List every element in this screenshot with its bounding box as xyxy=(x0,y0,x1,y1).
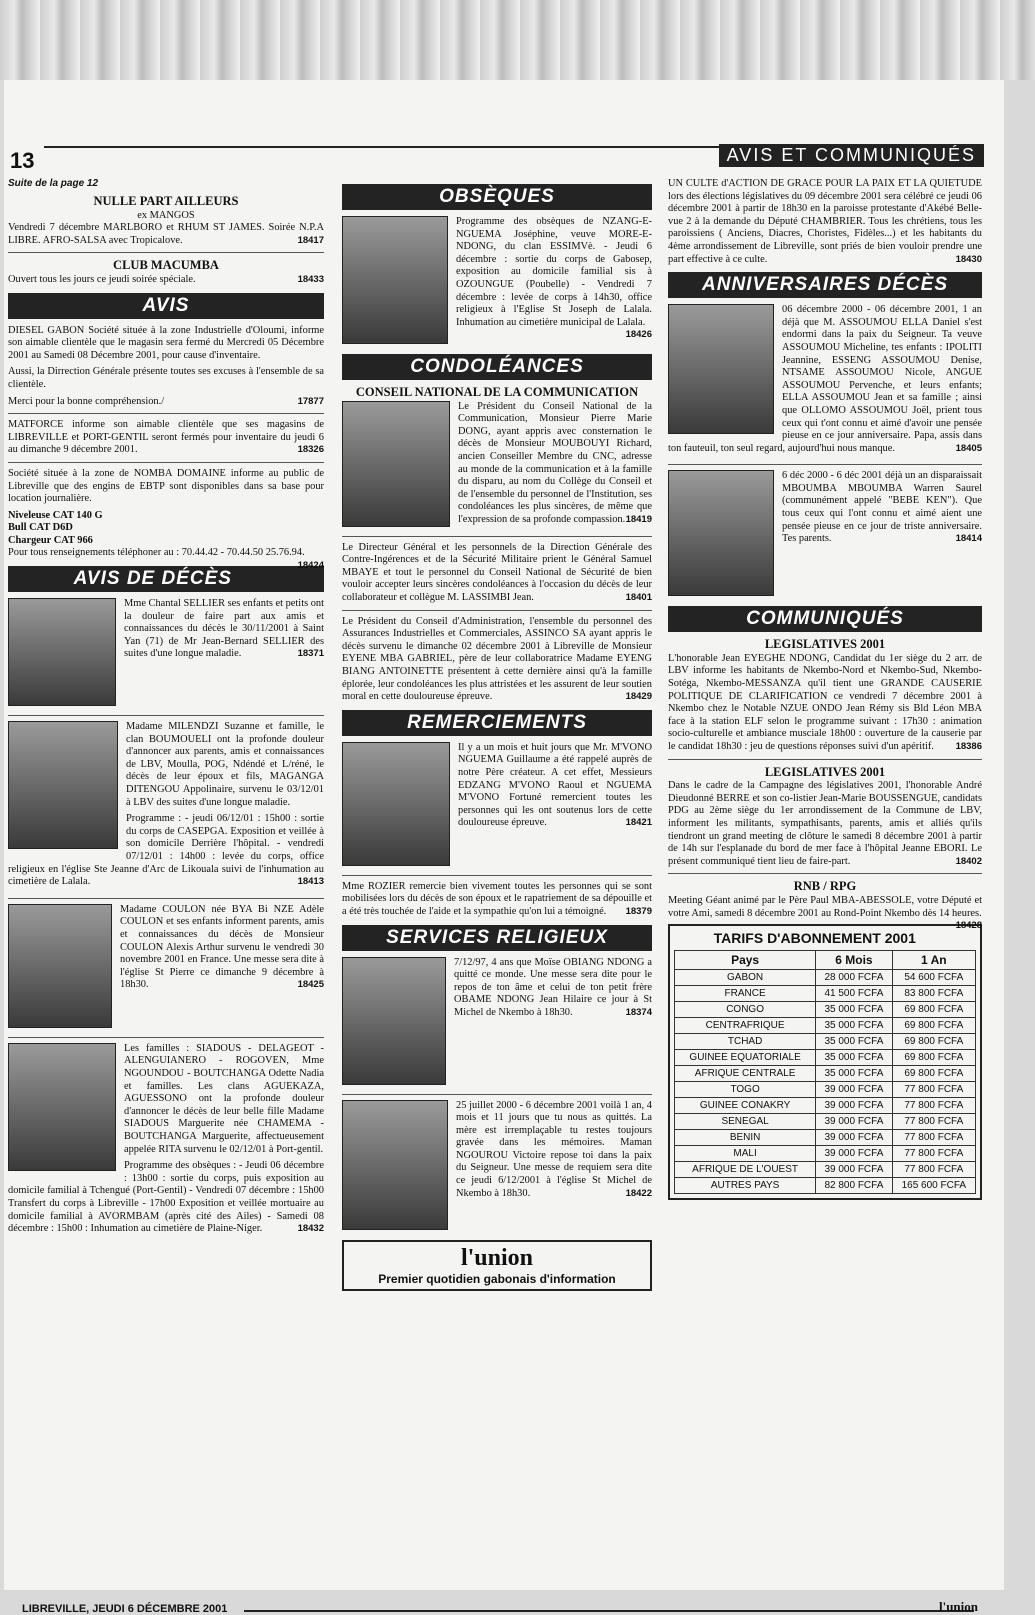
table-cell: 39 000 FCFA xyxy=(816,1082,892,1098)
newspaper-logo: l'union xyxy=(460,1244,534,1271)
section-band-remerciements: REMERCIEMENTS xyxy=(342,710,652,736)
table-cell: 35 000 FCFA xyxy=(816,1002,892,1018)
table-cell: 83 800 FCFA xyxy=(892,986,975,1002)
newspaper-page xyxy=(4,80,1004,1615)
table-cell: CENTRAFRIQUE xyxy=(675,1018,816,1034)
notice-text: Programme des obsèques : - Jeudi 06 décembre : 13h00 : sortie du corps, puis exposition au domicile familial à Tchengué (Port-Gentil) - Vendredi 07 décembre : 15h00 Transfert du corps à Libreville - 17h00 Exposition et veillée mortuaire au domicile familial à AVORMBAM (après cité des Ailes) - Samedi 08 décembre : 15h00 : Inhumation au cimetière de Plaine-Niger. 18432 xyxy=(8,1160,324,1235)
notice-text: MATFORCE informe son aimable clientèle que ses magasins de LIBREVILLE et PORT-GENTIL seront fermés pour inventaire du jeudi 6 au dimanche 9 décembre 2001. 18326 xyxy=(8,419,324,456)
table-cell: 35 000 FCFA xyxy=(816,1066,892,1082)
table-row xyxy=(675,986,976,1002)
notice-text: Madame MILENDZI Suzanne et famille, le clan BOUMOUELI ont la profonde douleur d'annoncer aux parents, amis et connaissances de LBV, Moulla, POG, Ndéndé et L/réné, le décès de leur époux et fils, MAGANGA DITENGOU Appolinaire, survenu le 03/12/01 à LBV des suites d'une longue maladie. xyxy=(126,721,324,808)
table-cell: TOGO xyxy=(675,1082,816,1098)
rates-title: TARIFS D'ABONNEMENT 2001 xyxy=(713,930,916,947)
portrait-photo xyxy=(342,216,448,344)
notice-text: Programme : - jeudi 06/12/01 : 15h00 : sortie du corps de CASEPGA. Exposition et veillée à son domicile Derrière l'hôpital. - vendredi 07/12/01 : 14h00 : levée du corps, office religieux en l'église Ste Jeanne d'Arc de Likouala suivi de l'inhumation au cimetière de Lalala. 18413 xyxy=(8,813,324,888)
table-row xyxy=(675,1082,976,1098)
table-row xyxy=(675,1178,976,1194)
ad-subtitle: ex MANGOS xyxy=(137,209,195,221)
section-title: AVIS ET COMMUNIQUÉS xyxy=(719,144,984,167)
ad-text: Vendredi 7 décembre MARLBORO et RHUM ST JAMES. Soirée N.P.A LIBRE. AFRO-SALSA avec Tropicalove. 18417 xyxy=(8,222,324,246)
table-row xyxy=(675,1146,976,1162)
equipment-item: Chargeur CAT 966 xyxy=(8,534,93,546)
table-header: 6 Mois xyxy=(816,951,892,970)
table-row xyxy=(675,1050,976,1066)
portrait-photo xyxy=(668,470,774,596)
rates-table xyxy=(674,950,976,1194)
equipment-item: Niveleuse CAT 140 G xyxy=(8,509,103,521)
table-row xyxy=(675,1098,976,1114)
newspaper-tagline: Premier quotidien gabonais d'information xyxy=(378,1271,616,1286)
table-cell: 77 800 FCFA xyxy=(892,1098,975,1114)
table-cell: 77 800 FCFA xyxy=(892,1146,975,1162)
column-left xyxy=(8,178,324,1240)
table-cell: 35 000 FCFA xyxy=(816,1050,892,1066)
table-cell: FRANCE xyxy=(675,986,816,1002)
notice-text: Merci pour la bonne compréhension./ 17877 xyxy=(8,395,324,407)
column-right xyxy=(668,178,982,1200)
continued-note: Suite de la page 12 xyxy=(8,178,99,189)
footer-logo: l'union xyxy=(938,1599,978,1614)
table-cell: SENEGAL xyxy=(675,1114,816,1130)
table-cell: 77 800 FCFA xyxy=(892,1162,975,1178)
section-band-condoleances: CONDOLÉANCES xyxy=(342,354,652,380)
table-cell: GUINEE EQUATORIALE xyxy=(675,1050,816,1066)
footer-rule xyxy=(244,1610,974,1612)
notice-text: Madame COULON née BYA Bi NZE Adèle COULON et ses enfants informent parents, amis et connaissances du décès de Monsieur COULON Alexis Arthur survenu le vendredi 30 novembre 2001 en France. Une messe sera dite à l'église St Pierre ce dimanche 9 décembre à 18h30. 18425 xyxy=(120,903,324,991)
table-cell: 69 800 FCFA xyxy=(892,1066,975,1082)
ad-title: NULLE PART AILLEURS xyxy=(93,194,239,208)
table-cell: CONGO xyxy=(675,1002,816,1018)
equipment-item: Bull CAT D6D xyxy=(8,522,73,534)
table-cell: BENIN xyxy=(675,1130,816,1146)
table-header: Pays xyxy=(675,951,816,970)
subscription-rates-box xyxy=(668,924,982,1200)
notice-text: Le Président du Conseil d'Administration, l'ensemble du personnel des Assurances Industrielles et Commerciales, ASSINCO SA ayant appris le décès survenu le dimanche 02 décembre 2001 à Libreville de Monsieur EYENE MBA GABRIEL, père de leur collaboratrice Madame EYENG BIANG ANTOINETTE présentent à cette dernière ainsi qu'à la famille éplorée, leur condoléances les plus attristées et les assurent de leur soutien moral en cette douloureuse épreuve. 18429 xyxy=(342,615,652,703)
notice-text: Mme Chantal SELLIER ses enfants et petits ont la douleur de faire part aux amis et connaissances du décès le 30/11/2001 à Saint Yan (71) de Mr Jean-Bernard SELLIER des suites d'une longue maladie. 18371 xyxy=(124,598,324,660)
portrait-photo xyxy=(342,742,450,866)
table-row xyxy=(675,970,976,986)
notice-title: LEGISLATIVES 2001 xyxy=(764,764,886,779)
dateline: LIBREVILLE, JEUDI 6 DÉCEMBRE 2001 xyxy=(22,1603,228,1615)
table-cell: AFRIQUE DE L'OUEST xyxy=(675,1162,816,1178)
notice-text: L'honorable Jean EYEGHE NDONG, Candidat du 1er siège du 2 arr. de LBV informe les habitants de Nkembo-Nord et Nkembo-Sud, Nkembo-Sotéga, Nkembo-MESSANZA qu'il tient une GRANDE CAUSERIE POLITIQUE DE CLARIFICATION ce vendredi 7 décembre 2001 à Nkembo chez le Notable NZUE ONDO Jean Rémy sis Bld Léon MBA face à la station ELF selon le programme suivant : 17h30 : animation socio-culturelle et ambiance musciale 18h00 : ouverture de la causerie par le candidat 18h30 : jeu de questions réponses suivi d'un apéritif. 18386 xyxy=(668,652,982,753)
portrait-photo xyxy=(342,401,450,527)
portrait-photo xyxy=(342,957,446,1085)
notice-text: Société située à la zone de NOMBA DOMAINE informe au public de Libreville que des engins de EBTP sont disponibles dans sa base pour location journalière. xyxy=(8,467,324,505)
table-cell: 35 000 FCFA xyxy=(816,1034,892,1050)
notice-text: DIESEL GABON Société située à la zone Industrielle d'Oloumi, informe son aimable clientèle que le magasin sera fermé du Mercredi 05 Décembre 2001 au Samedi 08 Décembre 2001, pour cause d'inventaire. xyxy=(8,324,324,361)
table-cell: 165 600 FCFA xyxy=(892,1178,975,1194)
table-cell: 69 800 FCFA xyxy=(892,1050,975,1066)
section-band-anniversaires: ANNIVERSAIRES DÉCÈS xyxy=(668,272,982,298)
section-band-communiques: COMMUNIQUÉS xyxy=(668,606,982,632)
notice-text: Le Directeur Général et les personnels de la Direction Générale des Contre-Ingérences et de la Sécurité Militaire prient le Général Samuel MBAYE et tout le personnel du Conseil National de Sécurité de bien vouloir accepter leurs sincères condoléances à l'occasion du décès de leur collaborateur et collègue M. LASSIMBI Jean. 18401 xyxy=(342,541,652,603)
notice-text: 06 décembre 2000 - 06 décembre 2001, 1 an déjà que M. ASSOUMOU ELLA Daniel s'est endormi dans la paix du Seigneur. Ta veuve ASSOUMOU Micheline, tes enfants : IPOLITI Jeannine, ESSENG ASSOUMOU Denise, NTSAME ASSOUMOU Nicole, ANGUE ASSOUMOU Pervenche, et leurs enfants; ELLA ASSOUMOU Jean et sa famille ; ainsi que OLLOMO ASSOUMOU Joël, prient tous ceux qui t'ont connu et aimé d'avoir une pensée pieuse en ce jour anniversaire. Papa, assis dans ton fauteuil, ton seul regard, aujourd'hui nous manque. 18405 xyxy=(668,304,982,454)
table-cell: 77 800 FCFA xyxy=(892,1130,975,1146)
table-cell: 77 800 FCFA xyxy=(892,1114,975,1130)
table-cell: TCHAD xyxy=(675,1034,816,1050)
table-cell: AUTRES PAYS xyxy=(675,1178,816,1194)
table-row xyxy=(675,1018,976,1034)
table-cell: 39 000 FCFA xyxy=(816,1162,892,1178)
table-cell: 28 000 FCFA xyxy=(816,970,892,986)
table-row xyxy=(675,1002,976,1018)
section-band-avis: AVIS xyxy=(8,293,324,319)
portrait-photo xyxy=(8,598,116,706)
notice-text: Pour tous renseignements téléphoner au : 70.44.42 - 70.44.50 25.76.94. 18424 xyxy=(8,547,324,572)
table-cell: 77 800 FCFA xyxy=(892,1082,975,1098)
table-cell: 41 500 FCFA xyxy=(816,986,892,1002)
newspaper-logo-box xyxy=(342,1240,652,1291)
table-cell: 39 000 FCFA xyxy=(816,1098,892,1114)
table-row xyxy=(675,1066,976,1082)
table-cell: MALI xyxy=(675,1146,816,1162)
section-band-services-religieux: SERVICES RELIGIEUX xyxy=(342,925,652,951)
table-cell: GABON xyxy=(675,970,816,986)
notice-text: Le Président du Conseil National de la Communication, Monsieur Pierre Marie DONG, ayant appris avec consternation le décès de Monsieur MOUBOUYI Richard, ancien Conseiller Membre du CNC, adresse au monde de la communication et à la famille du disparu, au nom du Collège du Conseil et de l'ensemble du personnel de l'Institution, ses condoléances les plus sincères, de même que l'expression de sa profonde compassion. 18419 xyxy=(458,400,652,525)
table-cell: 54 600 FCFA xyxy=(892,970,975,986)
table-cell: 82 800 FCFA xyxy=(816,1178,892,1194)
portrait-photo xyxy=(342,1100,448,1230)
table-cell: 35 000 FCFA xyxy=(816,1018,892,1034)
notice-text: Mme ROZIER remercie bien vivement toutes les personnes qui se sont mobilisées lors du décès de son époux et le rapatriement de sa dépouille et a été très touchée de l'aide et la sympathie qu'on lui a témoigné. 18379 xyxy=(342,880,652,917)
table-cell: GUINEE CONAKRY xyxy=(675,1098,816,1114)
notice-title: CONSEIL NATIONAL DE LA COMMUNICATION xyxy=(355,385,639,399)
portrait-photo xyxy=(668,304,774,434)
portrait-photo xyxy=(8,721,118,849)
table-row xyxy=(675,1034,976,1050)
table-row xyxy=(675,1162,976,1178)
table-row xyxy=(675,1130,976,1146)
page-number: 13 xyxy=(10,148,35,173)
notice-text: Il y a un mois et huit jours que Mr. M'VONO NGUEMA Guillaume a été rappelé auprès de notre Père créateur. A cet effet, Messieurs EDZANG M'VONO Raoul et NGUEMA M'VONO Fortuné remercient toutes les personnes qui les ont soutenus lors de cette douloureuse épreuve. 18421 xyxy=(458,741,652,829)
ad-title: CLUB MACUMBA xyxy=(113,258,219,273)
notice-text: 25 juillet 2000 - 6 décembre 2001 voilà 1 an, 4 mois et 11 jours que tu nous as quittés. La mère est irremplaçable tu restes toujours gravée dans les mémoires. Maman NGOUROU Victoire repose toi dans la paix du Seigneur. Une messe de requiem sera dite ce jeudi 6/12/2001 à l'église St Michel de Nkembo à 18h30. 18422 xyxy=(456,1099,652,1199)
table-cell: 39 000 FCFA xyxy=(816,1130,892,1146)
notice-text: Dans le cadre de la Campagne des législatives 2001, l'honorable André Dieudonné BERRE et son co-listier Jean-Marie BOUSSENGUE, candidats PDG au 2ème siège du 1er arrondissement de la Commune de LBV, informent les militants, sympathisants, parents, amis et alliés qu'ils tiendront un grand meeting de clôture le samedi 8 décembre 2001 à partir de 14h sur l'esplanade du bord de mer face à l'hôpital Jeanne EBORI. Le présent communiqué tient lieu de faire-part. 18402 xyxy=(668,780,982,867)
notice-text: Meeting Géant animé par le Père Paul MBA-ABESSOLE, votre Député et votre Ami, samedi 8 décembre 2001 au Rond-Point Nkembo dès 14 heures. 18428 xyxy=(668,894,982,932)
notice-text: UN CULTE d'ACTION DE GRACE POUR LA PAIX ET LA QUIETUDE lors des élections législatives du 09 décembre 2001 sera célébré ce jeudi 06 décembre 2001 à partir de 18h30 en la paroisse protestante d'Akébé Belle-vue 2 à la demande du Député CHAMBRIER. Tous les chrétiens, tous les paroissiens ( Anciens, Diacres, Choristes, Fidèles...) et les habitants du 4ème arrondissement de Libreville, sont priés de bien vouloir prendre une part effective à ce culte. 18430 xyxy=(668,178,982,265)
ad-text: Ouvert tous les jours ce jeudi soirée spéciale. 18433 xyxy=(8,273,324,285)
table-cell: 69 800 FCFA xyxy=(892,1018,975,1034)
section-band-obseques: OBSÈQUES xyxy=(342,184,652,210)
notice-text: Programme des obsèques de NZANG-E-NGUEMA Joséphine, veuve MORE-E- NDONG, du clan ESSIMVè. - Jeudi 6 décembre : sortie du corps de Gabosep, exposition au domicile familial sis à OZOUNGUE (Poubelle) - Vendredi 7 décembre : levée de corps à 14h30, office religieux à l'Eglise St Joseph de Lalala. Inhumation au cimetière municipal de Lalala. 18426 xyxy=(456,216,652,341)
portrait-photo xyxy=(8,1043,116,1171)
notice-text: Les familles : SIADOUS - DELAGEOT - ALENGUIANERO - ROGOVEN, Mme NGOUNDOU - BOUTCHANGA Odette Nadia et familles. Les clans AGUEKAZA, AGUESSONO ont la profonde douleur d'annoncer le décès de leur belle fille Madame SIADOUS Marguerite née CHAMEMA - BOUTCHANGA Marguerite, affectueusement appelée RITA survenu le 02/12/01 à Port-gentil. xyxy=(124,1042,324,1155)
notice-text: 6 déc 2000 - 6 déc 2001 déjà un an disparaissait MBOUMBA MBOUMBA Warren Saurel (communément appelé "BEBE KEN"). Que tous ceux qui l'ont connu et aimé aient une pensée pieuse en ce jour de triste anniversaire. Tes parents. 18414 xyxy=(782,470,982,545)
table-cell: 39 000 FCFA xyxy=(816,1146,892,1162)
notice-text: 7/12/97, 4 ans que Moïse OBIANG NDONG a quitté ce monde. Une messe sera dite pour le repos de ton âme et celui de ton petit frère OBAME NDONG Jean Hilaire ce jour à St Michel de Nkembo à 18h30. 18374 xyxy=(454,956,652,1018)
table-header: 1 An xyxy=(892,951,975,970)
notice-title: LEGISLATIVES 2001 xyxy=(764,637,886,652)
portrait-photo xyxy=(8,904,112,1028)
section-band-deces: AVIS DE DÉCÈS xyxy=(8,566,324,592)
notice-title: RNB / RPG xyxy=(793,879,857,894)
table-row xyxy=(675,1114,976,1130)
table-cell: 39 000 FCFA xyxy=(816,1114,892,1130)
table-cell: 69 800 FCFA xyxy=(892,1002,975,1018)
column-middle xyxy=(342,178,652,1291)
table-cell: 69 800 FCFA xyxy=(892,1034,975,1050)
top-background-strip xyxy=(0,0,1035,80)
table-cell: AFRIQUE CENTRALE xyxy=(675,1066,816,1082)
notice-text: Aussi, la Dirrection Générale présente toutes ses excuses à l'ensemble de sa clientèle. xyxy=(8,366,324,390)
